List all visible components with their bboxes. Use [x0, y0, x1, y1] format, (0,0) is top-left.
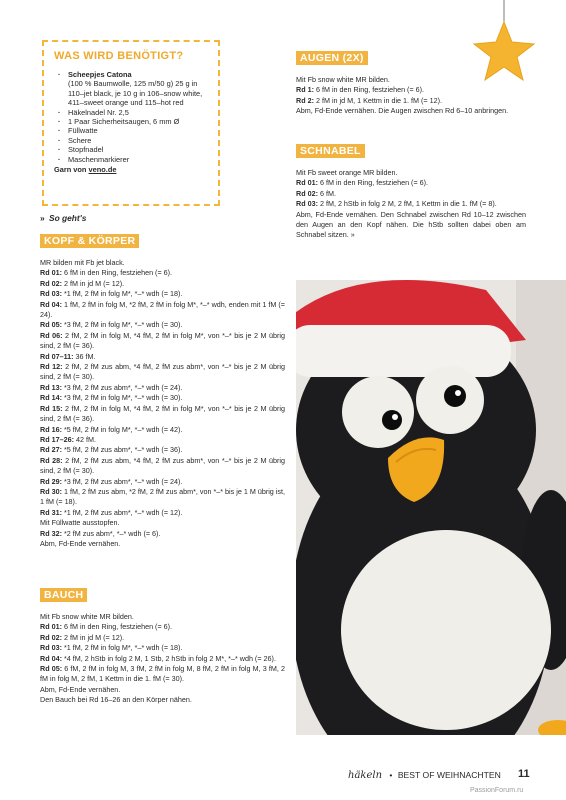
round-label: Rd 03: [40, 289, 62, 299]
instruction-text: 6 fM. [317, 188, 336, 198]
instruction-text: Abm, Fd-Ende vernähen. Den Schnabel zwischen Rd 10–12 zwischen den Augen an den Kopf nähen. Die hStb sollten dabei oben am Schnabel sitzen. » [296, 209, 526, 240]
list-item: · Schere [68, 136, 208, 145]
instruction-line [40, 654, 285, 664]
watermark: PassionForum.ru [470, 787, 524, 794]
instructions-intro-label: So geht's [49, 213, 87, 223]
instruction-text: MR bilden mit Fb jet black. [40, 258, 125, 267]
instruction-text: 6 fM in den Ring, festziehen (= 6). [317, 178, 429, 188]
round-label: Rd 16: [40, 424, 62, 434]
instruction-text: 2 fM, 2 fM zus abm, *4 fM, 2 fM zus abm*, von *–* bis je 2 M übrig sind, 2 fM (= 30). [40, 455, 286, 476]
instruction-text: Den Bauch bei Rd 16–26 an den Körper nähen. [40, 695, 192, 705]
instruction-line [40, 685, 285, 695]
instruction-text: Abm, Fd-Ende vernähen. [40, 538, 121, 548]
instruction-text: 6 fM in den Ring, festziehen (= 6). [61, 268, 173, 278]
instruction-text: 2 fM in jd M, 1 Kettm in die 1. fM (= 12). [313, 95, 442, 105]
footer-bullet: • [389, 770, 393, 780]
instruction-text: 2 fM, 2 fM in folg M, *4 fM, 2 fM in folg M*, von *–* bis je 2 M übrig sind, 2 fM (= 36). [40, 403, 285, 424]
instruction-line [40, 352, 285, 362]
instruction-text: 6 fM in den Ring, festziehen (= 6). [61, 622, 173, 632]
instruction-line [296, 85, 526, 95]
instruction-line [40, 258, 285, 268]
instruction-text: Abm, Fd-Ende vernähen. Die Augen zwischen Rd 6–10 anbringen. [296, 106, 509, 116]
yarn-source-link[interactable]: veno.de [88, 165, 117, 175]
augen-instructions [296, 75, 526, 117]
materials-box [42, 40, 220, 206]
instruction-line [40, 695, 285, 705]
round-label: Rd 1: [296, 85, 314, 95]
instruction-text: 42 fM. [73, 434, 96, 444]
instruction-text: Mit Fb snow white MR bilden. [40, 612, 134, 621]
round-label: Rd 01: [40, 268, 62, 278]
instruction-text: *1 fM, 2 fM zus abm*, *–* wdh (= 12). [61, 507, 183, 517]
instruction-line [40, 529, 285, 539]
instruction-line [40, 664, 285, 685]
round-label: Rd 05: [40, 664, 63, 674]
kopf-instructions [40, 258, 285, 549]
instruction-text: 6 fM in den Ring, festziehen (= 6). [313, 85, 425, 95]
round-label: Rd 12: [40, 362, 63, 372]
footer [348, 770, 501, 781]
instruction-text: *2 fM zus abm*, *–* wdh (= 6). [61, 528, 161, 538]
arrow-icon: » [40, 213, 45, 223]
instruction-text: 2 fM in jd M (= 12). [61, 278, 125, 288]
instruction-line [40, 383, 285, 393]
instruction-text: *1 fM, 2 fM in folg M*, *–* wdh (= 18). [61, 289, 183, 299]
magazine-script: häkeln [348, 770, 383, 781]
instruction-line [40, 539, 285, 549]
list-item: · Maschenmarkierer [68, 155, 208, 164]
instruction-text: 36 fM. [73, 351, 96, 361]
bauch-instructions [40, 612, 285, 706]
round-label: Rd 2: [296, 95, 314, 105]
instruction-line [296, 96, 526, 106]
instruction-text: 2 fM, 2 fM zus abm, *4 fM, 2 fM zus abm*, von *–* bis je 2 M übrig sind, 2 fM (= 30). [40, 362, 286, 382]
instruction-line [40, 508, 285, 518]
penguin-photo [296, 280, 566, 735]
instruction-line [296, 106, 526, 116]
materials-list [54, 70, 208, 164]
instruction-line [40, 268, 285, 278]
yarn-details: (100 % Baumwolle, 125 m/50 g) 25 g in 110–jet black, je 10 g in 106–snow white, 411–sweet orange und 115–hot red [68, 79, 203, 108]
instruction-line [40, 622, 285, 632]
section-header-schnabel: SCHNABEL [296, 144, 365, 158]
round-label: Rd 03: [40, 643, 62, 653]
instruction-text: *3 fM, 2 fM zus abm*, *–* wdh (= 24). [61, 476, 183, 486]
instruction-line [40, 518, 285, 528]
instruction-line [40, 643, 285, 653]
instruction-line [296, 178, 526, 188]
round-label: Rd 15: [40, 403, 63, 413]
instruction-line [40, 425, 285, 435]
schnabel-instructions [296, 168, 526, 241]
round-label: Rd 07–11: [40, 351, 74, 361]
yarn-brand: Scheepjes Catona [68, 70, 132, 79]
round-label: Rd 03: [296, 199, 318, 209]
section-header-bauch: BAUCH [40, 588, 87, 602]
instruction-line [296, 189, 526, 199]
instruction-line [40, 393, 285, 403]
round-label: Rd 06: [40, 330, 63, 340]
yarn-source-label: Garn von [54, 165, 87, 175]
round-label: Rd 31: [40, 507, 62, 517]
instruction-text: Mit Fb sweet orange MR bilden. [296, 168, 398, 177]
list-item: · Stopfnadel [68, 145, 208, 154]
round-label: Rd 01: [296, 178, 318, 188]
instruction-text: 6 fM, 2 fM in folg M, 3 fM, 2 fM in folg M, 8 fM, 2 fM in folg M, 3 fM, 2 fM in folg M, 2 fM, 1 Kettm in die 1. fM (= 30). [40, 664, 285, 684]
round-label: Rd 02: [40, 632, 62, 642]
instruction-line [40, 456, 285, 477]
instruction-text: Abm, Fd-Ende vernähen. [40, 684, 121, 694]
round-label: Rd 02: [40, 278, 62, 288]
instruction-text: 1 fM, 2 fM in folg M, *2 fM, 2 fM in folg M*, *–* wdh, enden mit 1 fM (= 24). [40, 299, 285, 320]
list-item [68, 70, 208, 108]
instruction-line [40, 633, 285, 643]
materials-title: WAS WIRD BENÖTIGT? [54, 50, 184, 62]
round-label: Rd 32: [40, 528, 62, 538]
instruction-line [40, 445, 285, 455]
instruction-text: 2 fM, 2 fM in folg M, *4 fM, 2 fM in folg M*, von *–* bis je 2 M übrig sind, 2 fM (= 36). [40, 330, 285, 351]
magazine-title: BEST OF WEIHNACHTEN [397, 770, 501, 780]
instruction-line [40, 362, 285, 383]
instruction-text: *1 fM, 2 fM in folg M*, *–* wdh (= 18). [61, 643, 183, 653]
instruction-line [40, 435, 285, 445]
instruction-text: *3 fM, 2 fM in folg M*, *–* wdh (= 30). [61, 320, 183, 330]
instruction-text: *4 fM, 2 hStb in folg 2 M, 1 Stb, 2 hStb in folg 2 M*, *–* wdh (= 26). [61, 653, 276, 663]
instruction-text: *5 fM, 2 fM zus abm*, *–* wdh (= 36). [61, 445, 183, 455]
instruction-line [40, 331, 285, 352]
round-label: Rd 27: [40, 445, 62, 455]
page-number: 11 [518, 768, 530, 780]
instruction-text: *3 fM, 2 fM in folg M*, *–* wdh (= 30). [61, 393, 183, 403]
round-label: Rd 17–26: [40, 434, 74, 444]
instruction-line [296, 168, 526, 178]
instruction-line [40, 477, 285, 487]
instruction-line [40, 320, 285, 330]
instruction-line [40, 300, 285, 321]
list-item: · 1 Paar Sicherheitsaugen, 6 mm Ø [68, 117, 208, 126]
round-label: Rd 30: [40, 486, 62, 496]
instruction-line [296, 75, 526, 85]
round-label: Rd 04: [40, 299, 62, 309]
instruction-line [296, 199, 526, 209]
instruction-text: *5 fM, 2 fM in folg M*, *–* wdh (= 42). [61, 424, 183, 434]
section-header-kopf: KOPF & KÖRPER [40, 234, 139, 248]
instruction-text: 1 fM, 2 fM zus abm, *2 fM, 2 fM zus abm*, von *–* bis je 1 M übrig ist, 1 fM (= 18). [40, 486, 285, 507]
yarn-source [54, 165, 208, 174]
instruction-line [40, 289, 285, 299]
instruction-line [296, 210, 526, 241]
instruction-text: Mit Fb snow white MR bilden. [296, 75, 390, 84]
instruction-line [40, 279, 285, 289]
round-label: Rd 13: [40, 382, 62, 392]
round-label: Rd 04: [40, 653, 62, 663]
instruction-text: 2 fM, 2 hStb in folg 2 M, 2 fM, 1 Kettm in die 1. fM (= 8). [317, 199, 497, 209]
round-label: Rd 05: [40, 320, 62, 330]
section-header-augen: AUGEN (2X) [296, 51, 368, 65]
instructions-intro [40, 213, 86, 223]
list-item: · Häkelnadel Nr. 2,5 [68, 108, 208, 117]
round-label: Rd 29: [40, 476, 62, 486]
round-label: Rd 02: [296, 188, 318, 198]
instruction-text: Mit Füllwatte ausstopfen. [40, 518, 120, 528]
round-label: Rd 14: [40, 393, 62, 403]
instruction-line [40, 612, 285, 622]
list-item: · Füllwatte [68, 126, 208, 135]
instruction-line [40, 487, 285, 508]
round-label: Rd 28: [40, 455, 63, 465]
round-label: Rd 01: [40, 622, 62, 632]
instruction-text: *3 fM, 2 fM zus abm*, *–* wdh (= 24). [61, 382, 183, 392]
instruction-line [40, 404, 285, 425]
instruction-text: 2 fM in jd M (= 12). [61, 632, 125, 642]
